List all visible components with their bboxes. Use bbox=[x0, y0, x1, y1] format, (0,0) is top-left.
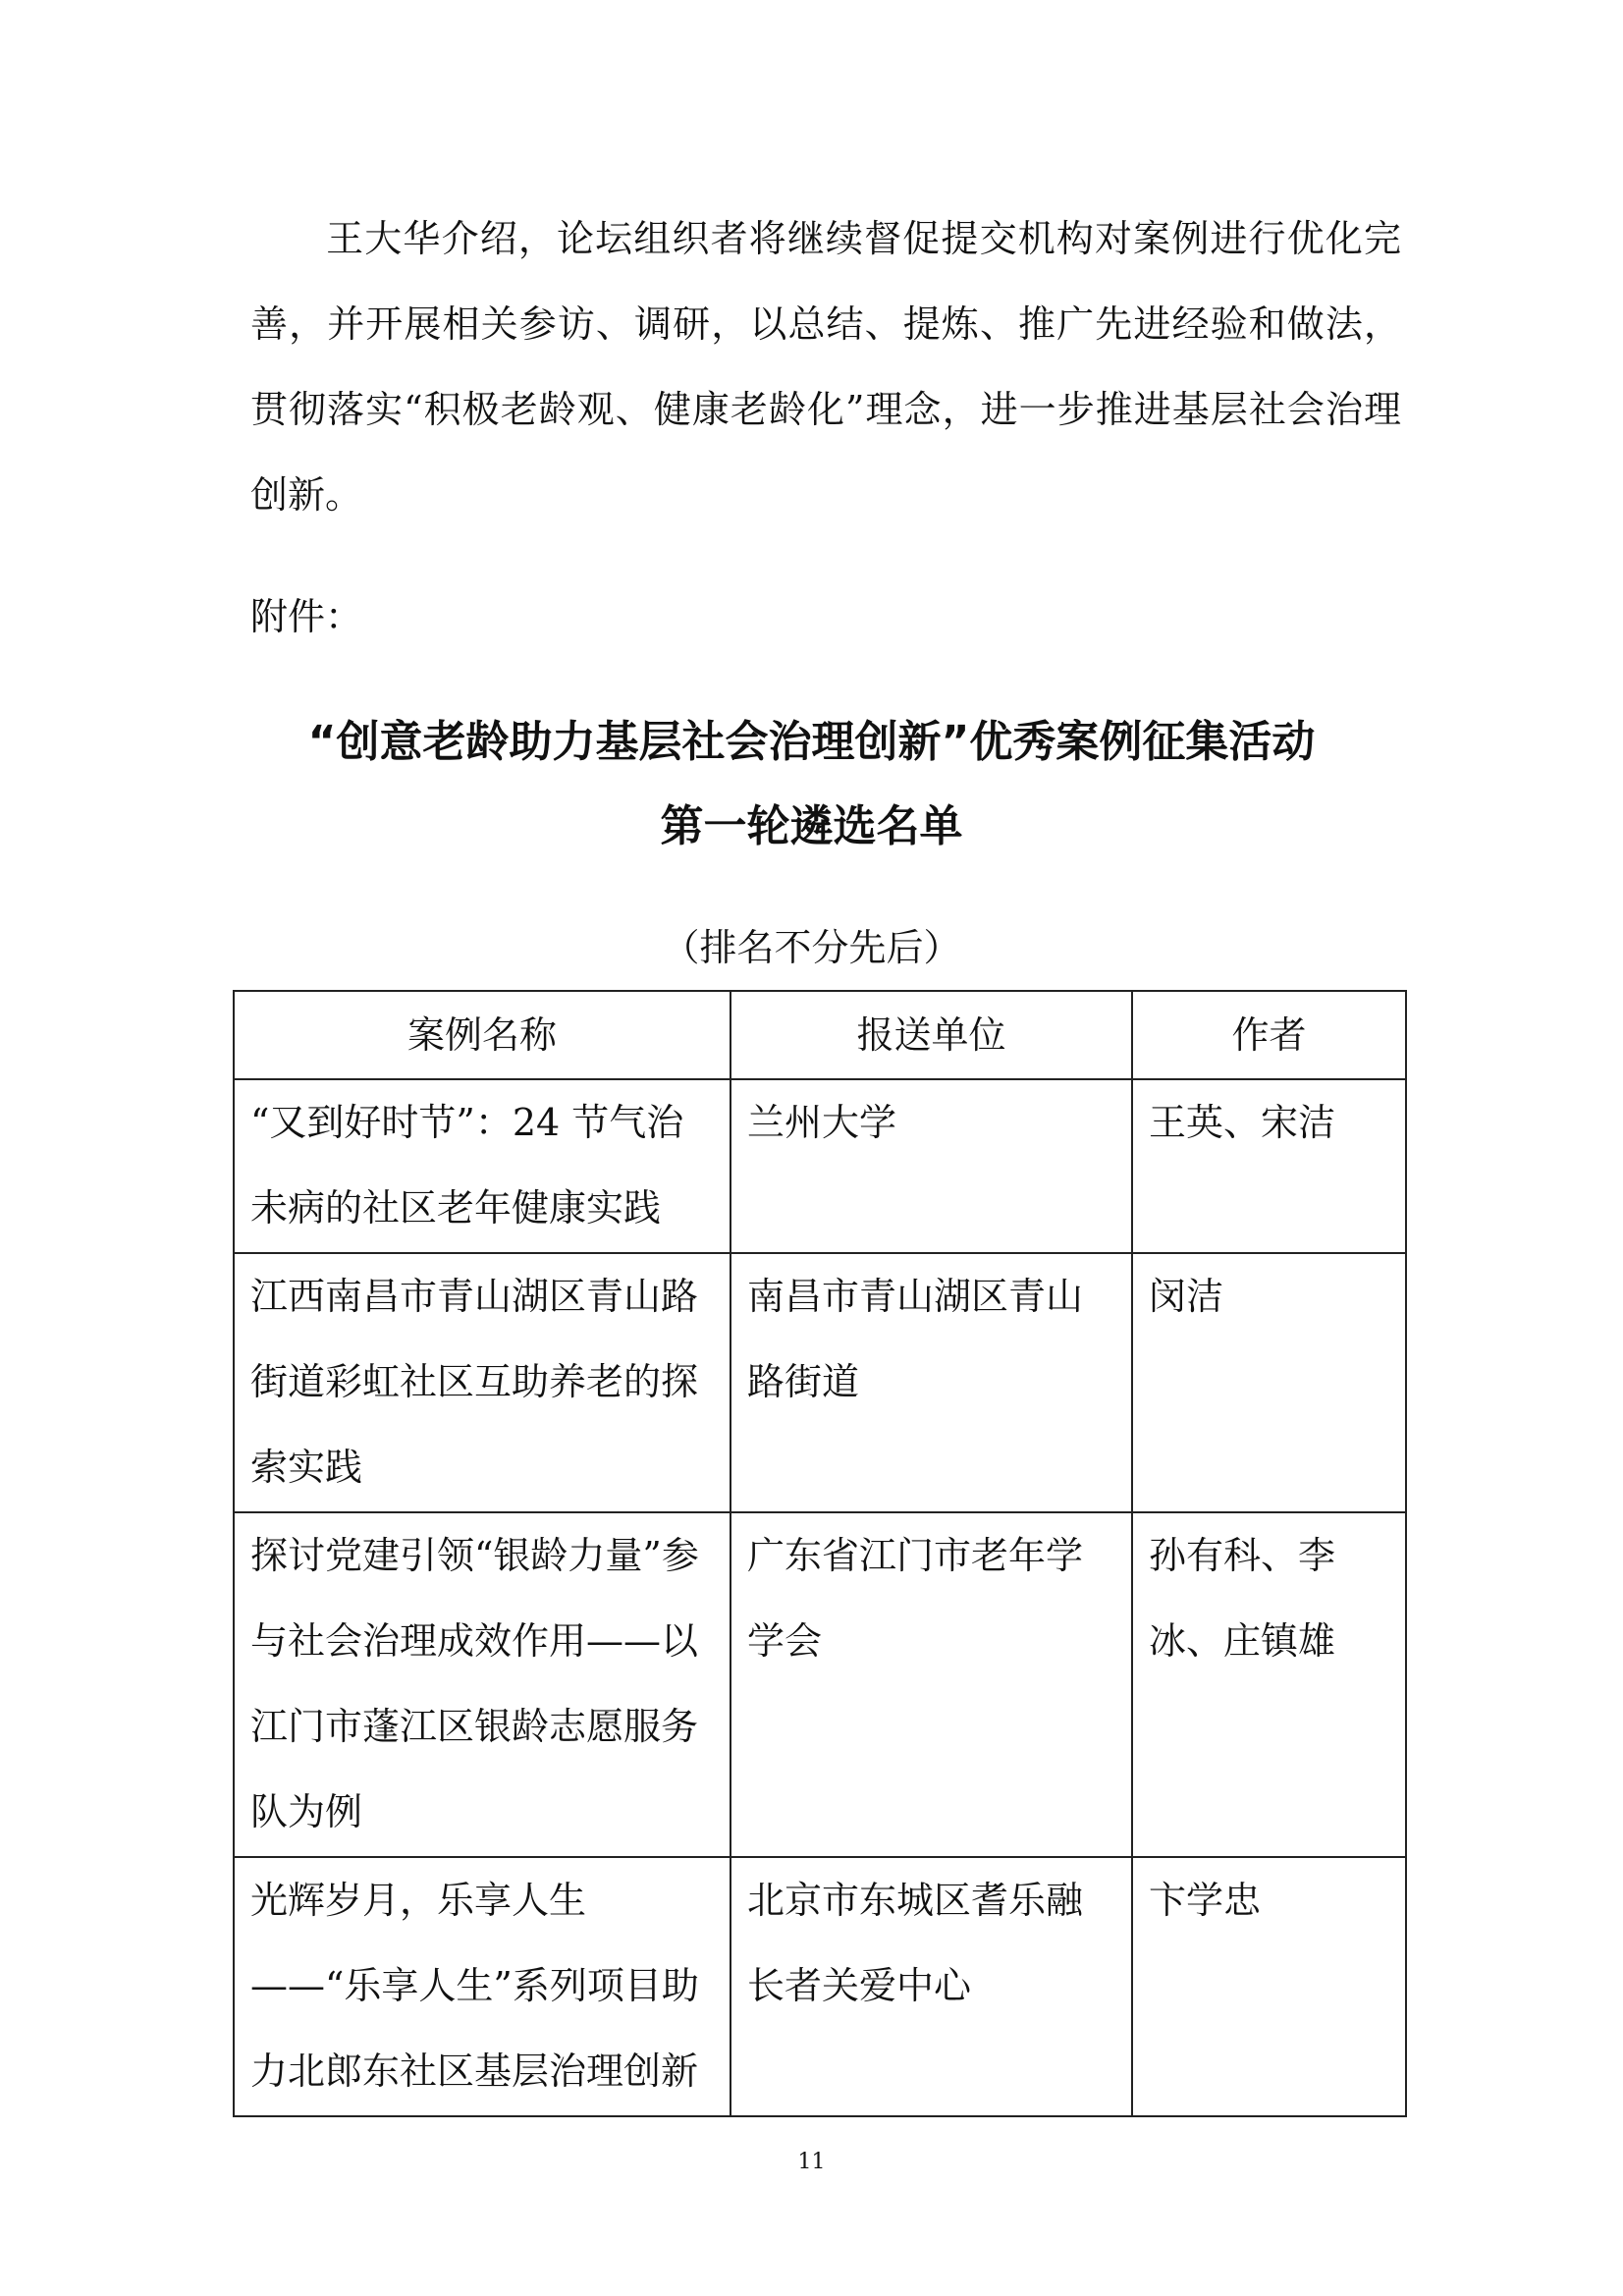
table-row bbox=[234, 1079, 1406, 1253]
unit-cell: 北京市东城区耆乐融长者关爱中心 bbox=[730, 1857, 1132, 2116]
list-title-line2: 第一轮遴选名单 bbox=[660, 801, 963, 851]
attachment-label: 附件： bbox=[250, 595, 363, 638]
case-name-cell: “又到好时节”：24 节气治未病的社区老年健康实践 bbox=[234, 1079, 730, 1253]
body-paragraph bbox=[250, 196, 1401, 538]
table-row bbox=[234, 1253, 1406, 1512]
header-unit: 报送单位 bbox=[730, 991, 1132, 1079]
header-case-name: 案例名称 bbox=[234, 991, 730, 1079]
author-cell: 孙有科、李冰、庄镇雄 bbox=[1132, 1512, 1406, 1857]
author-cell: 卞学忠 bbox=[1132, 1857, 1406, 2116]
body-paragraph-text: 王大华介绍，论坛组织者将继续督促提交机构对案例进行优化完善，并开展相关参访、调研，以总结、提炼、推广先进经验和做法，贯彻落实“积极老龄观、健康老龄化”理念，进一步推进基层社会治理创新。 bbox=[250, 217, 1401, 517]
list-title-line1: “创意老龄助力基层社会治理创新”优秀案例征集活动 bbox=[307, 717, 1316, 767]
ranking-note: （排名不分先后） bbox=[662, 926, 961, 969]
case-name-cell: 探讨党建引领“银龄力量”参与社会治理成效作用——以江门市蓬江区银龄志愿服务队为例 bbox=[234, 1512, 730, 1857]
unit-cell: 南昌市青山湖区青山路街道 bbox=[730, 1253, 1132, 1512]
case-name-cell: 光辉岁月，乐享人生——“乐享人生”系列项目助力北郎东社区基层治理创新 bbox=[234, 1857, 730, 2116]
author-cell: 王英、宋洁 bbox=[1132, 1079, 1406, 1253]
header-author: 作者 bbox=[1132, 991, 1406, 1079]
table-row bbox=[234, 1857, 1406, 2116]
case-name-cell: 江西南昌市青山湖区青山路街道彩虹社区互助养老的探索实践 bbox=[234, 1253, 730, 1512]
case-table bbox=[233, 990, 1407, 2117]
unit-cell: 兰州大学 bbox=[730, 1079, 1132, 1253]
page-number: 11 bbox=[797, 2150, 826, 2174]
author-cell: 闵洁 bbox=[1132, 1253, 1406, 1512]
table-row bbox=[234, 1512, 1406, 1857]
unit-cell: 广东省江门市老年学学会 bbox=[730, 1512, 1132, 1857]
table-header-row bbox=[234, 991, 1406, 1079]
